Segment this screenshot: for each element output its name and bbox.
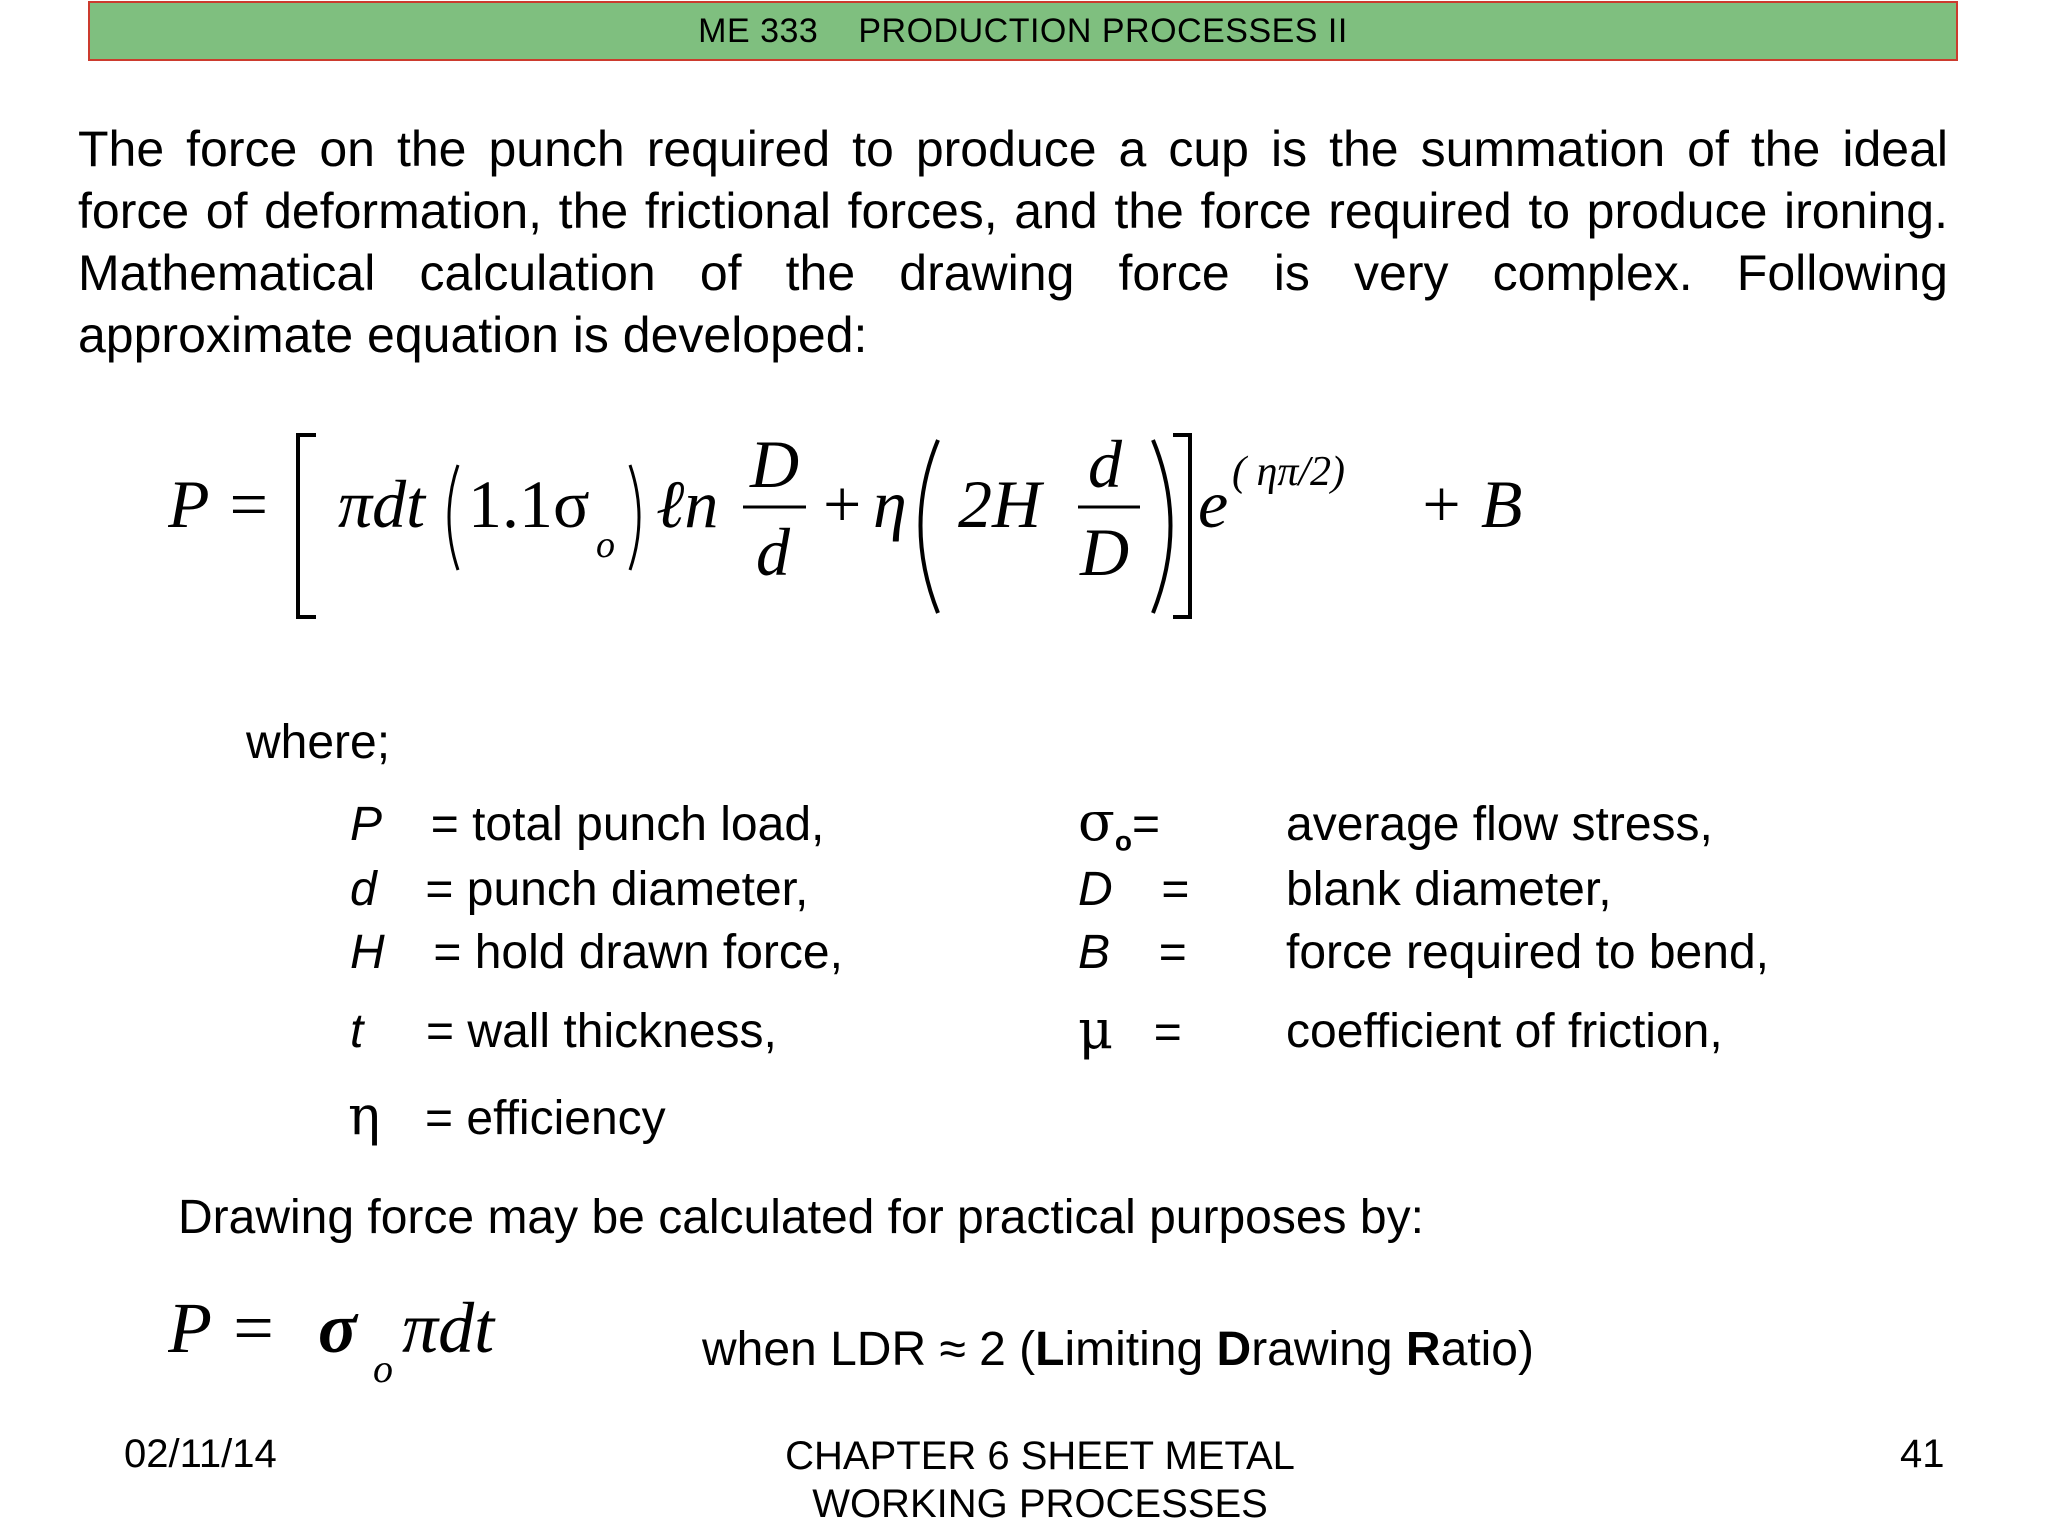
def-symbol: P	[350, 798, 383, 851]
def-row-D	[1078, 862, 1189, 917]
eta-symbol: η	[348, 1084, 381, 1147]
def-text-mu: coefficient of friction,	[1286, 1005, 1723, 1058]
def-eq: =	[433, 926, 462, 979]
eq-frac1-num: D	[750, 426, 800, 502]
eq-ln: ℓn	[656, 466, 719, 542]
page-number: 41	[1900, 1432, 1945, 1476]
ldr-rawing: rawing	[1251, 1323, 1406, 1376]
eq-two-h: 2H	[958, 466, 1042, 542]
footer-chapter-line1: CHAPTER 6 SHEET METAL	[785, 1434, 1295, 1478]
eq2-sigma: σ	[318, 1290, 357, 1368]
def-text-D: blank diameter,	[1286, 863, 1612, 916]
def-symbol: t	[350, 1005, 364, 1058]
def-text: total punch load,	[472, 798, 825, 851]
eq-eta: η	[873, 466, 907, 542]
eq-e: e	[1198, 466, 1229, 542]
eq-frac2-den: D	[1080, 514, 1130, 590]
mu-symbol: μ	[1078, 998, 1114, 1061]
def-eq: =	[425, 863, 454, 916]
eq2-lhs: P =	[168, 1290, 278, 1368]
eq-left-bracket	[298, 435, 316, 617]
eq-plus: +	[823, 466, 862, 542]
ldr-R: R	[1405, 1323, 1441, 1376]
eq-lhs: P =	[168, 466, 272, 542]
def-row-B	[1078, 925, 1187, 980]
eq-exponent: ( ηπ/2)	[1232, 449, 1346, 495]
footer-chapter-line2: WORKING PROCESSES	[812, 1482, 1268, 1526]
simple-force-equation	[168, 1290, 548, 1400]
eq-coef: 1.1σ	[468, 466, 590, 542]
def-row-d	[350, 862, 808, 917]
eq-pi-dt: πdt	[338, 466, 425, 542]
ldr-L: L	[1035, 1323, 1065, 1376]
eq2-sub-o: o	[373, 1346, 393, 1391]
sigma-sub: o	[1114, 825, 1132, 857]
def-row-P	[350, 797, 824, 852]
course-title: PRODUCTION PROCESSES II	[858, 11, 1348, 50]
def-eq: =	[426, 1005, 455, 1058]
drawing-force-equation	[168, 425, 1568, 625]
practical-text: Drawing force may be calculated for practical purposes by:	[178, 1191, 1424, 1244]
ldr-imiting: imiting	[1064, 1323, 1217, 1376]
eq2-rest: πdt	[402, 1290, 495, 1368]
def-text: hold drawn force,	[474, 926, 843, 979]
def-symbol: D	[1078, 863, 1113, 916]
ldr-D: D	[1216, 1323, 1252, 1376]
intro-paragraph: The force on the punch required to produce a cup is the summation of the ideal force of deformation, the frictional forces, and the force required to produce ironing. Mathematical calculation of the drawing force is very complex. Following approximate equation is developed:	[78, 121, 1948, 363]
sigma-symbol: σ	[1078, 790, 1115, 853]
course-code: ME 333	[698, 11, 819, 50]
footer-date: 02/11/14	[124, 1432, 277, 1476]
ldr-prefix: when LDR ≈ 2 (	[702, 1323, 1036, 1376]
eq-frac1-den: d	[756, 514, 790, 590]
def-text: wall thickness,	[467, 1005, 777, 1058]
def-eq: =	[1153, 1006, 1182, 1059]
def-eq: =	[430, 798, 459, 851]
def-row-mu	[1078, 998, 1182, 1061]
eq-bigparen-open	[921, 440, 939, 613]
def-text: efficiency	[466, 1092, 666, 1145]
ldr-atio: atio)	[1440, 1323, 1534, 1376]
def-row-t	[350, 1004, 777, 1059]
eq-right-bracket	[1173, 435, 1190, 617]
def-eq: =	[1131, 798, 1161, 851]
eq-frac2-num: d	[1088, 426, 1122, 502]
eq-paren-open	[449, 465, 458, 570]
eq-plus-b: + B	[1418, 466, 1523, 542]
eq-sub-o: o	[596, 524, 615, 566]
where-label: where;	[246, 716, 391, 769]
footer-chapter	[740, 1432, 1340, 1528]
def-eq: =	[1161, 863, 1190, 916]
def-eq: =	[1158, 926, 1187, 979]
eq-bigparen-close	[1153, 440, 1171, 613]
def-text-sigma: average flow stress,	[1286, 798, 1713, 851]
def-text-B: force required to bend,	[1286, 926, 1769, 979]
def-eq: =	[425, 1092, 454, 1145]
def-row-sigma	[1078, 790, 1160, 858]
slide-header	[88, 1, 1958, 61]
def-symbol: d	[350, 863, 377, 916]
def-symbol: B	[1078, 926, 1111, 979]
def-row-eta	[348, 1084, 666, 1147]
eq-paren-close	[630, 465, 639, 570]
ldr-note	[702, 1322, 1534, 1377]
def-text: punch diameter,	[466, 863, 809, 916]
def-row-H	[350, 925, 843, 980]
def-symbol: H	[350, 926, 385, 979]
